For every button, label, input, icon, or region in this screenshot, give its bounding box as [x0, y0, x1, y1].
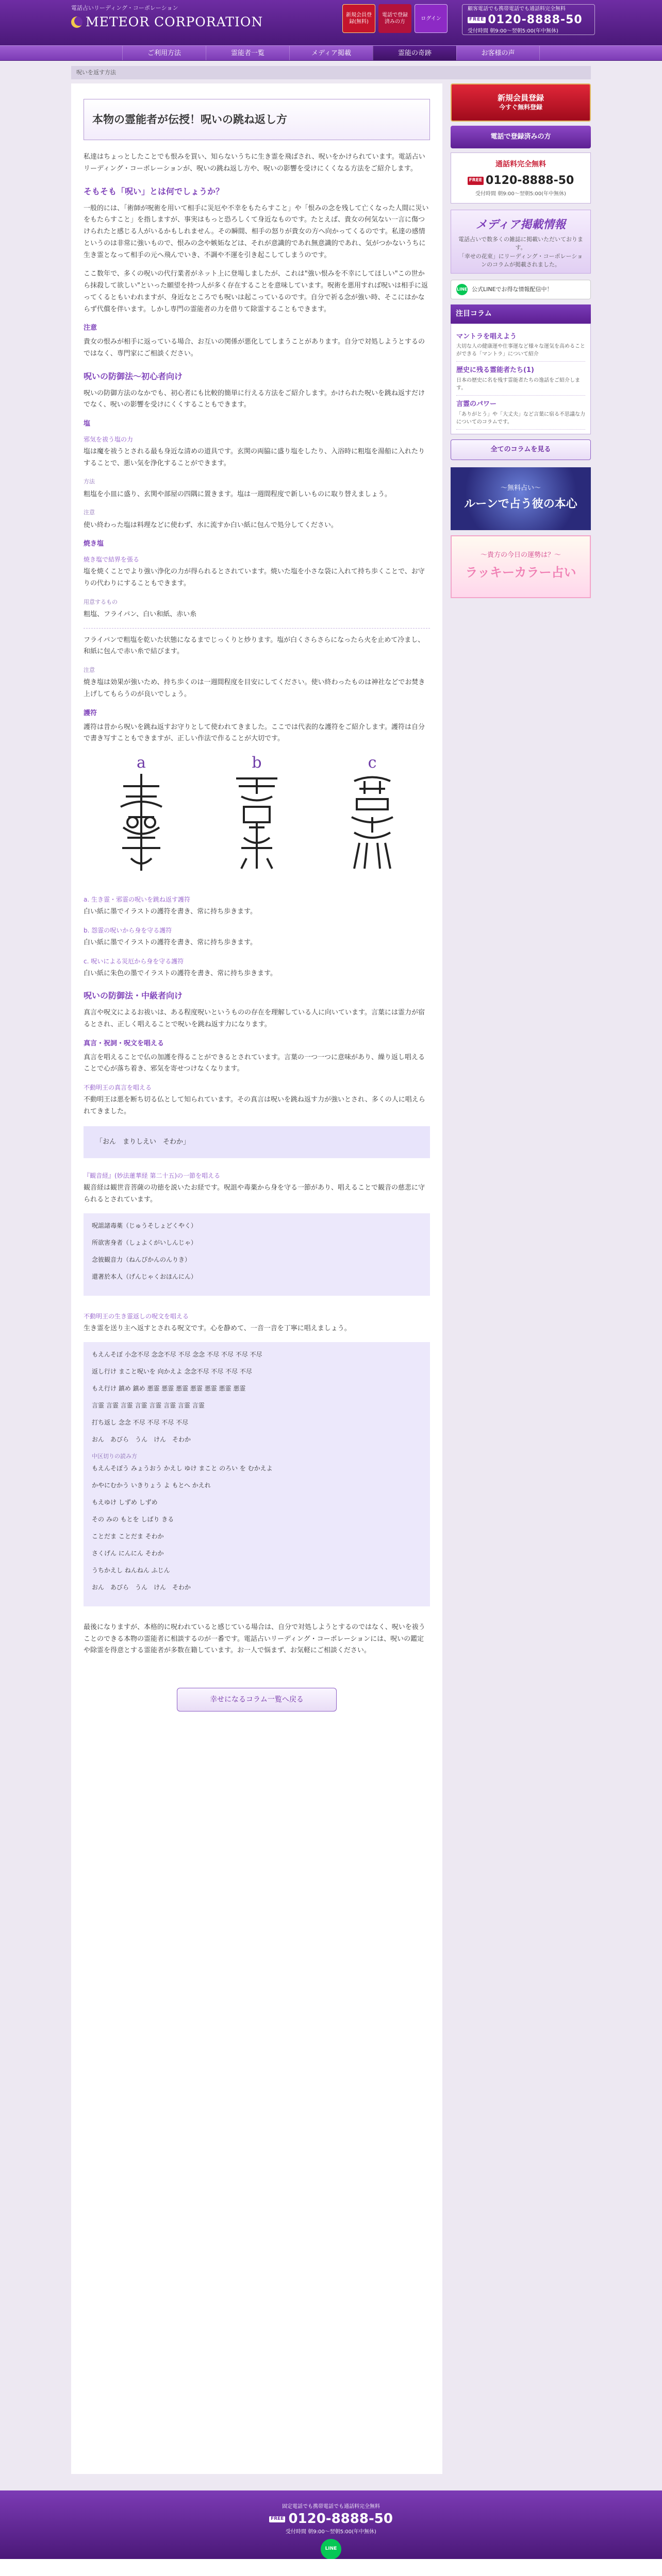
divider	[84, 628, 430, 629]
reading-line: かやにむかう いきりょう よ もとへ かえれ	[92, 1481, 211, 1489]
paragraph: 粗塩を小皿に盛り、玄関や部屋の四隅に置きます。塩は一週間程度で新しいものに取り替えましょう。	[84, 490, 391, 498]
column-desc: 大切な人の健康運や仕事運など様々な運気を高めることができる「マントラ」について紹介	[456, 344, 585, 358]
freedial-icon: FREE	[468, 17, 486, 23]
talisman-label: c	[368, 754, 377, 772]
column-title: マントラを唱えよう	[456, 332, 517, 341]
phone-number: 0120-8888-50	[488, 13, 583, 26]
talisman-caption: a. 生き霊・邪霊の呪いを跳ね返す護符	[84, 896, 190, 903]
note-label: 注意	[84, 667, 95, 673]
note-label: 用意するもの	[84, 598, 118, 605]
column-item[interactable]	[456, 362, 585, 396]
footer-label: 固定電話でも携帯電話でも通話料完全無料	[282, 2504, 380, 2510]
spell-line: おん あびら うん けん そわか	[92, 1435, 191, 1443]
free-call-label: 通話料完全無料	[495, 160, 546, 168]
media-subtitle: 電話占いで数多くの雑誌に掲載いただいております。	[458, 235, 583, 251]
register-sublabel: 今すぐ無料登録	[499, 103, 542, 111]
paragraph: 観音経は観世音菩薩の功徳を説いたお経です。呪詛や毒薬から身を守る一節があり、唱えることで観音の慈悲に守られるとされています。	[84, 1184, 425, 1204]
sidebar-phone-number: 0120-8888-50	[486, 174, 574, 187]
spell-box	[84, 1342, 430, 1606]
reading-line: もえゆけ しずめ しずめ	[92, 1498, 158, 1506]
reading-line: おん あびら うん けん そわか	[92, 1583, 191, 1591]
paragraph: 塩を焼くことでより強い浄化の力が得られるとされています。焼いた塩を小さな袋に入れて持ち歩くことで、お守りの代わりにすることもできます。	[84, 568, 425, 587]
talisman-c-icon	[344, 771, 401, 874]
footer-phone-number[interactable]: 0120-8888-50	[288, 2511, 393, 2527]
closing-text: 最後になりますが、本格的に呪われていると感じている場合は、自分で対処しようとするのではなく、呪いを祓うことのできる本物の霊能者に相談するのが一番です。電話占いリーディング・コーポレーションには、呪いの鑑定や除霊を得意とする霊能者が多数在籍しています。お一人で悩まず、お気軽にご相談ください。	[84, 1623, 425, 1655]
all-columns-button[interactable]: 全てのコラムを見る	[451, 439, 591, 460]
sutra-line: 所欲害身者（しょよくがいしんじゃ）	[92, 1239, 197, 1246]
main-nav	[0, 45, 662, 61]
brand-logo[interactable]	[71, 3, 263, 31]
header-phone-box[interactable]	[462, 4, 595, 35]
sidebar-phone-hours: 受付時間 朝9:00〜翌朝5:00(年中無休)	[475, 191, 566, 197]
subsection-heading: 真言・祝詞・呪文を唱える	[84, 1039, 164, 1047]
footer-hours: 受付時間 朝9:00〜翌朝5:00(年中無休)	[286, 2529, 376, 2535]
nav-media[interactable]: メディア掲載	[289, 46, 373, 60]
talisman-b-icon	[228, 771, 285, 874]
nav-miracles[interactable]: 霊能の奇跡	[373, 46, 456, 60]
paragraph: 焼き塩は効果が強いため、持ち歩くのは一週間程度を目安にしてください。使い終わったものは神社などでお焚き上げしてもらうのが良いでしょう。	[84, 679, 425, 698]
talisman-label: b	[252, 754, 262, 772]
paragraph: 白い紙に墨でイラストの護符を書き、常に持ち歩きます。	[84, 908, 257, 916]
sidebar-registered-button[interactable]: 電話で登録済みの方	[451, 126, 591, 148]
talisman-b	[228, 755, 285, 874]
sutra-line: 念彼観音力（ねんぴかんのんりき）	[92, 1256, 191, 1263]
spell-line: もえんそぼ 小念不尽 念念不尽 不尽 念念 不尽 不尽 不尽 不尽	[92, 1350, 262, 1358]
column-item[interactable]	[456, 396, 585, 430]
paragraph: 塩は魔を祓うとされる最も身近な清めの道具です。玄関の両脇に盛り塩をしたり、入浴時に粗塩を湯船に入れたりすることで、悪い気を浄化することができます。	[84, 447, 425, 467]
column-item[interactable]	[456, 328, 585, 362]
registered-phone-button[interactable]: 電話で登録済みの方	[378, 4, 411, 33]
sutra-line: 還著於本人（げんじゃくおほんにん）	[92, 1273, 197, 1280]
footer	[0, 2490, 662, 2559]
paragraph: 白い紙に朱色の墨でイラストの護符を書き、常に持ち歩きます。	[84, 969, 277, 977]
spell-line: もえ行け 鎮め 鎮め 悪霊 悪霊 悪霊 悪霊 悪霊 悪霊 悪霊	[92, 1384, 246, 1392]
column-title: 歴史に残る霊能者たち(1)	[456, 366, 534, 375]
talisman-caption: b. 怨霊の呪いから身を守る護符	[84, 926, 172, 934]
paragraph: フライパンで粗塩を乾いた状態になるまでじっくりと炒ります。塩が白くさらさらになったら火を止めて冷まし、和紙に包んで赤い糸で結びます。	[84, 636, 425, 656]
line-icon: LINE	[456, 284, 468, 295]
column-desc: 日本の歴史に名を残す霊能者たちの逸話をご紹介します。	[456, 378, 580, 391]
column-title: 言霊のパワー	[456, 400, 497, 408]
subsection-heading: 護符	[84, 709, 97, 717]
bottom-bar	[0, 2559, 662, 2576]
phone-label: 顧客電話でも携帯電話でも通話料完全無料	[468, 6, 566, 12]
caution-heading: 注意	[84, 324, 97, 332]
line-label: 公式LINEでお得な情報配信中！	[472, 286, 553, 293]
intro-text: 私達はちょっとしたことでも恨みを買い、知らないうちに生き霊を飛ばされ、呪いをかけられています。電話占いリーディング・コーポレーションが、呪いの跳ね返し方や、呪いの影響を受けにくくなる方法をご紹介します。	[84, 153, 425, 173]
reading-line: もえんそぼう みょうおう かえし ゆけ まこと のろい を むかえよ	[92, 1464, 273, 1472]
rune-main: ルーンで占う彼の本心	[464, 497, 577, 511]
article	[71, 83, 442, 2474]
column-desc: 「ありがとう」や「大丈夫」など言葉に宿る不思議な力についてのコラムです。	[456, 411, 585, 425]
paragraph: 一般的には、「術師が呪術を用いて相手に災厄や不幸をもたらすこと」や「恨みの念を残して亡くなった人間に災いをもたらすこと」を指しますが、事実はもっと恐ろしくて身近なものです。たとえば、貴女の何気ない一言に傷つけられたと感じる人がいるかもしれません。その瞬間、相手の怒りが貴女の方へ向かってくるのです。私達の感情というのは非常に強いもので、恨みの念や嫉妬などは、それが意識的であれ無意識的であれ、気がつかないうちに生き霊となって相手の元へ飛んでいき、不調や不運を引き起こしてしまうのです。	[84, 204, 429, 259]
media-banner[interactable]	[451, 210, 591, 274]
freedial-icon: FREE	[269, 2516, 285, 2522]
subsection-heading: 塩	[84, 420, 91, 428]
subsection-subheading: 『観音経』(妙法蓮華経 第二十五)の一節を唱える	[84, 1172, 221, 1180]
paragraph: 呪いの防御方法のなかでも、初心者にも比較的簡単に行える方法をご紹介します。かけられた呪いを跳ね返すだけでなく、呪いの影響を受けにくくすることもできます。	[84, 389, 425, 409]
talisman-label: a	[137, 754, 146, 772]
sidebar	[451, 83, 591, 603]
lucky-color-banner[interactable]	[451, 535, 591, 598]
rune-banner[interactable]	[451, 467, 591, 530]
page-title: 本物の霊能者が伝授！呪いの跳ね返し方	[84, 99, 430, 140]
phone-hours: 受付時間 朝9:00〜翌朝5:00(年中無休)	[468, 28, 558, 34]
subsection-subheading: 焼き塩で結界を張る	[84, 556, 140, 563]
paragraph: 真言を唱えることで仏の加護を得ることができるとされています。言葉の一つ一つに意味があり、繰り返し唱えることで心が落ち着き、邪気を寄せつけなくなります。	[84, 1053, 425, 1073]
register-label: 新規会員登録	[497, 93, 544, 103]
register-button[interactable]: 新規会員登録(無料)	[342, 4, 375, 33]
rune-sub: 〜無料占い〜	[500, 484, 541, 493]
login-button[interactable]: ログイン	[415, 4, 448, 33]
spell-line: 返し行け まこと呪いを 向かえよ 念念不尽 不尽 不尽 不尽	[92, 1367, 252, 1375]
sidebar-register-button[interactable]	[451, 83, 591, 122]
talisman-a-icon	[113, 771, 170, 874]
site-header	[0, 0, 662, 45]
reading-line: ことだま ことだま そわか	[92, 1532, 164, 1540]
brand-name: METEOR CORPORATION	[86, 14, 263, 30]
sutra-line: 呪詛諸毒薬（じゅうそしょどくやく）	[92, 1222, 197, 1229]
paragraph: 生き霊を送り主へ返すとされる呪文です。心を静めて、一音一音を丁寧に唱えましょう。	[84, 1324, 351, 1332]
subsection-subheading: 不動明王の生き霊返しの呪文を唱える	[84, 1312, 189, 1320]
reading-line: その みの もとを しばり きる	[92, 1515, 174, 1523]
back-to-columns-button[interactable]: 幸せになるコラム一覧へ戻る	[177, 1688, 337, 1711]
spell-line: 言霊 言霊 言霊 言霊 言霊 言霊 言霊 言霊	[92, 1401, 205, 1409]
freedial-icon: FREE	[468, 177, 484, 185]
talisman-c	[344, 755, 401, 874]
paragraph: ここ数年で、多くの呪いの代行業者がネット上に登場しましたが、これは"強い恨みを不幸にしてほしい"この世から抹殺して欲しい"といった願望を持つ人が多く存在することを意味しています。呪術を悪用すれば呪いは相手に返ってくるともいわれますが、身近なところでも呪いは起こっているのです。自分で祈る念が強い時、そこにはかならず代償を伴います。しかし専門の霊能者の力を借りて除霊することもできます。	[84, 270, 428, 313]
subsection-heading: 焼き塩	[84, 540, 104, 548]
section-heading: 呪いの防御法〜初心者向け	[84, 371, 183, 381]
paragraph: 護符は昔から呪いを跳ね返すお守りとして使われてきました。ここでは代表的な護符をご紹介します。護符は自分で書き写すこともできますが、正しい作法で作ることが大切です。	[84, 723, 425, 743]
line-banner[interactable]	[451, 280, 591, 299]
media-note: 「幸せの花束」にリーディング・コーポレーションのコラムが掲載されました。	[458, 252, 583, 268]
media-title: メディア掲載情報	[475, 218, 566, 231]
sutra-box	[84, 1213, 430, 1296]
talisman-figures	[84, 755, 430, 874]
subsection-subheading: 不動明王の真言を唱える	[84, 1084, 152, 1091]
paragraph: 白い紙に墨でイラストの護符を書き、常に持ち歩きます。	[84, 938, 257, 946]
talisman-a	[113, 755, 170, 874]
section-heading: 呪いの防御法・中級者向け	[84, 991, 183, 1001]
mantra-quote: 「おん まりしえい そわか」	[84, 1126, 430, 1159]
reading-line: さくげん にんにん そわか	[92, 1549, 164, 1557]
column-header: 注目コラム	[451, 304, 591, 324]
lucky-sub: 〜貴方の今日の運勢は？〜	[480, 551, 561, 560]
nav-voices[interactable]: お客様の声	[456, 46, 540, 60]
brand-tagline: 電話占いリーディング・コーポレーション	[71, 5, 178, 11]
note-label: 中区切りの読み方	[92, 1452, 137, 1460]
section-heading: そもそも「呪い」とは何でしょうか？	[84, 186, 224, 196]
nav-psychics[interactable]: 霊能者一覧	[206, 46, 289, 60]
spell-line: 打ち返し 念念 不尽 不尽 不尽 不尽	[92, 1418, 189, 1426]
subsection-subheading: 邪気を祓う塩の力	[84, 435, 134, 443]
reading-line: うちかえし ねんねん ふじん	[92, 1566, 170, 1574]
talisman-caption: c. 呪いによる災厄から身を守る護符	[84, 957, 184, 965]
paragraph: 使い終わった塩は料理などに使わず、水に流すか白い紙に包んで処分してください。	[84, 521, 338, 529]
nav-usage[interactable]: ご利用方法	[122, 46, 206, 60]
column-list	[451, 324, 591, 434]
lucky-main: ラッキーカラー占い	[465, 565, 576, 580]
footer-line-icon[interactable]: LINE	[321, 2539, 341, 2560]
paragraph: 粗塩、フライパン、白い和紙、赤い糸	[84, 610, 197, 618]
breadcrumb: 呪いを返す方法	[71, 66, 591, 79]
paragraph: 貴女の恨みが相手に返っている場合、お互いの関係が悪化してしまうことがあります。自分で対処しようとするのではなく、専門家にご相談ください。	[84, 338, 425, 358]
note-label: 方法	[84, 478, 95, 485]
paragraph: 不動明王は悪を断ち切る仏として知られています。その真言は呪いを跳ね返す力が強いとされ、多くの人に唱えられてきました。	[84, 1096, 425, 1115]
sidebar-phone-box[interactable]	[451, 152, 591, 204]
paragraph: 真言や呪文によるお祓いは、ある程度呪いというものの存在を理解している人に向いています。言葉には霊力が宿るとされ、正しく唱えることで呪いを跳ね返す力になります。	[84, 1009, 425, 1028]
moon-icon	[71, 16, 82, 28]
note-label: 注意	[84, 509, 95, 516]
